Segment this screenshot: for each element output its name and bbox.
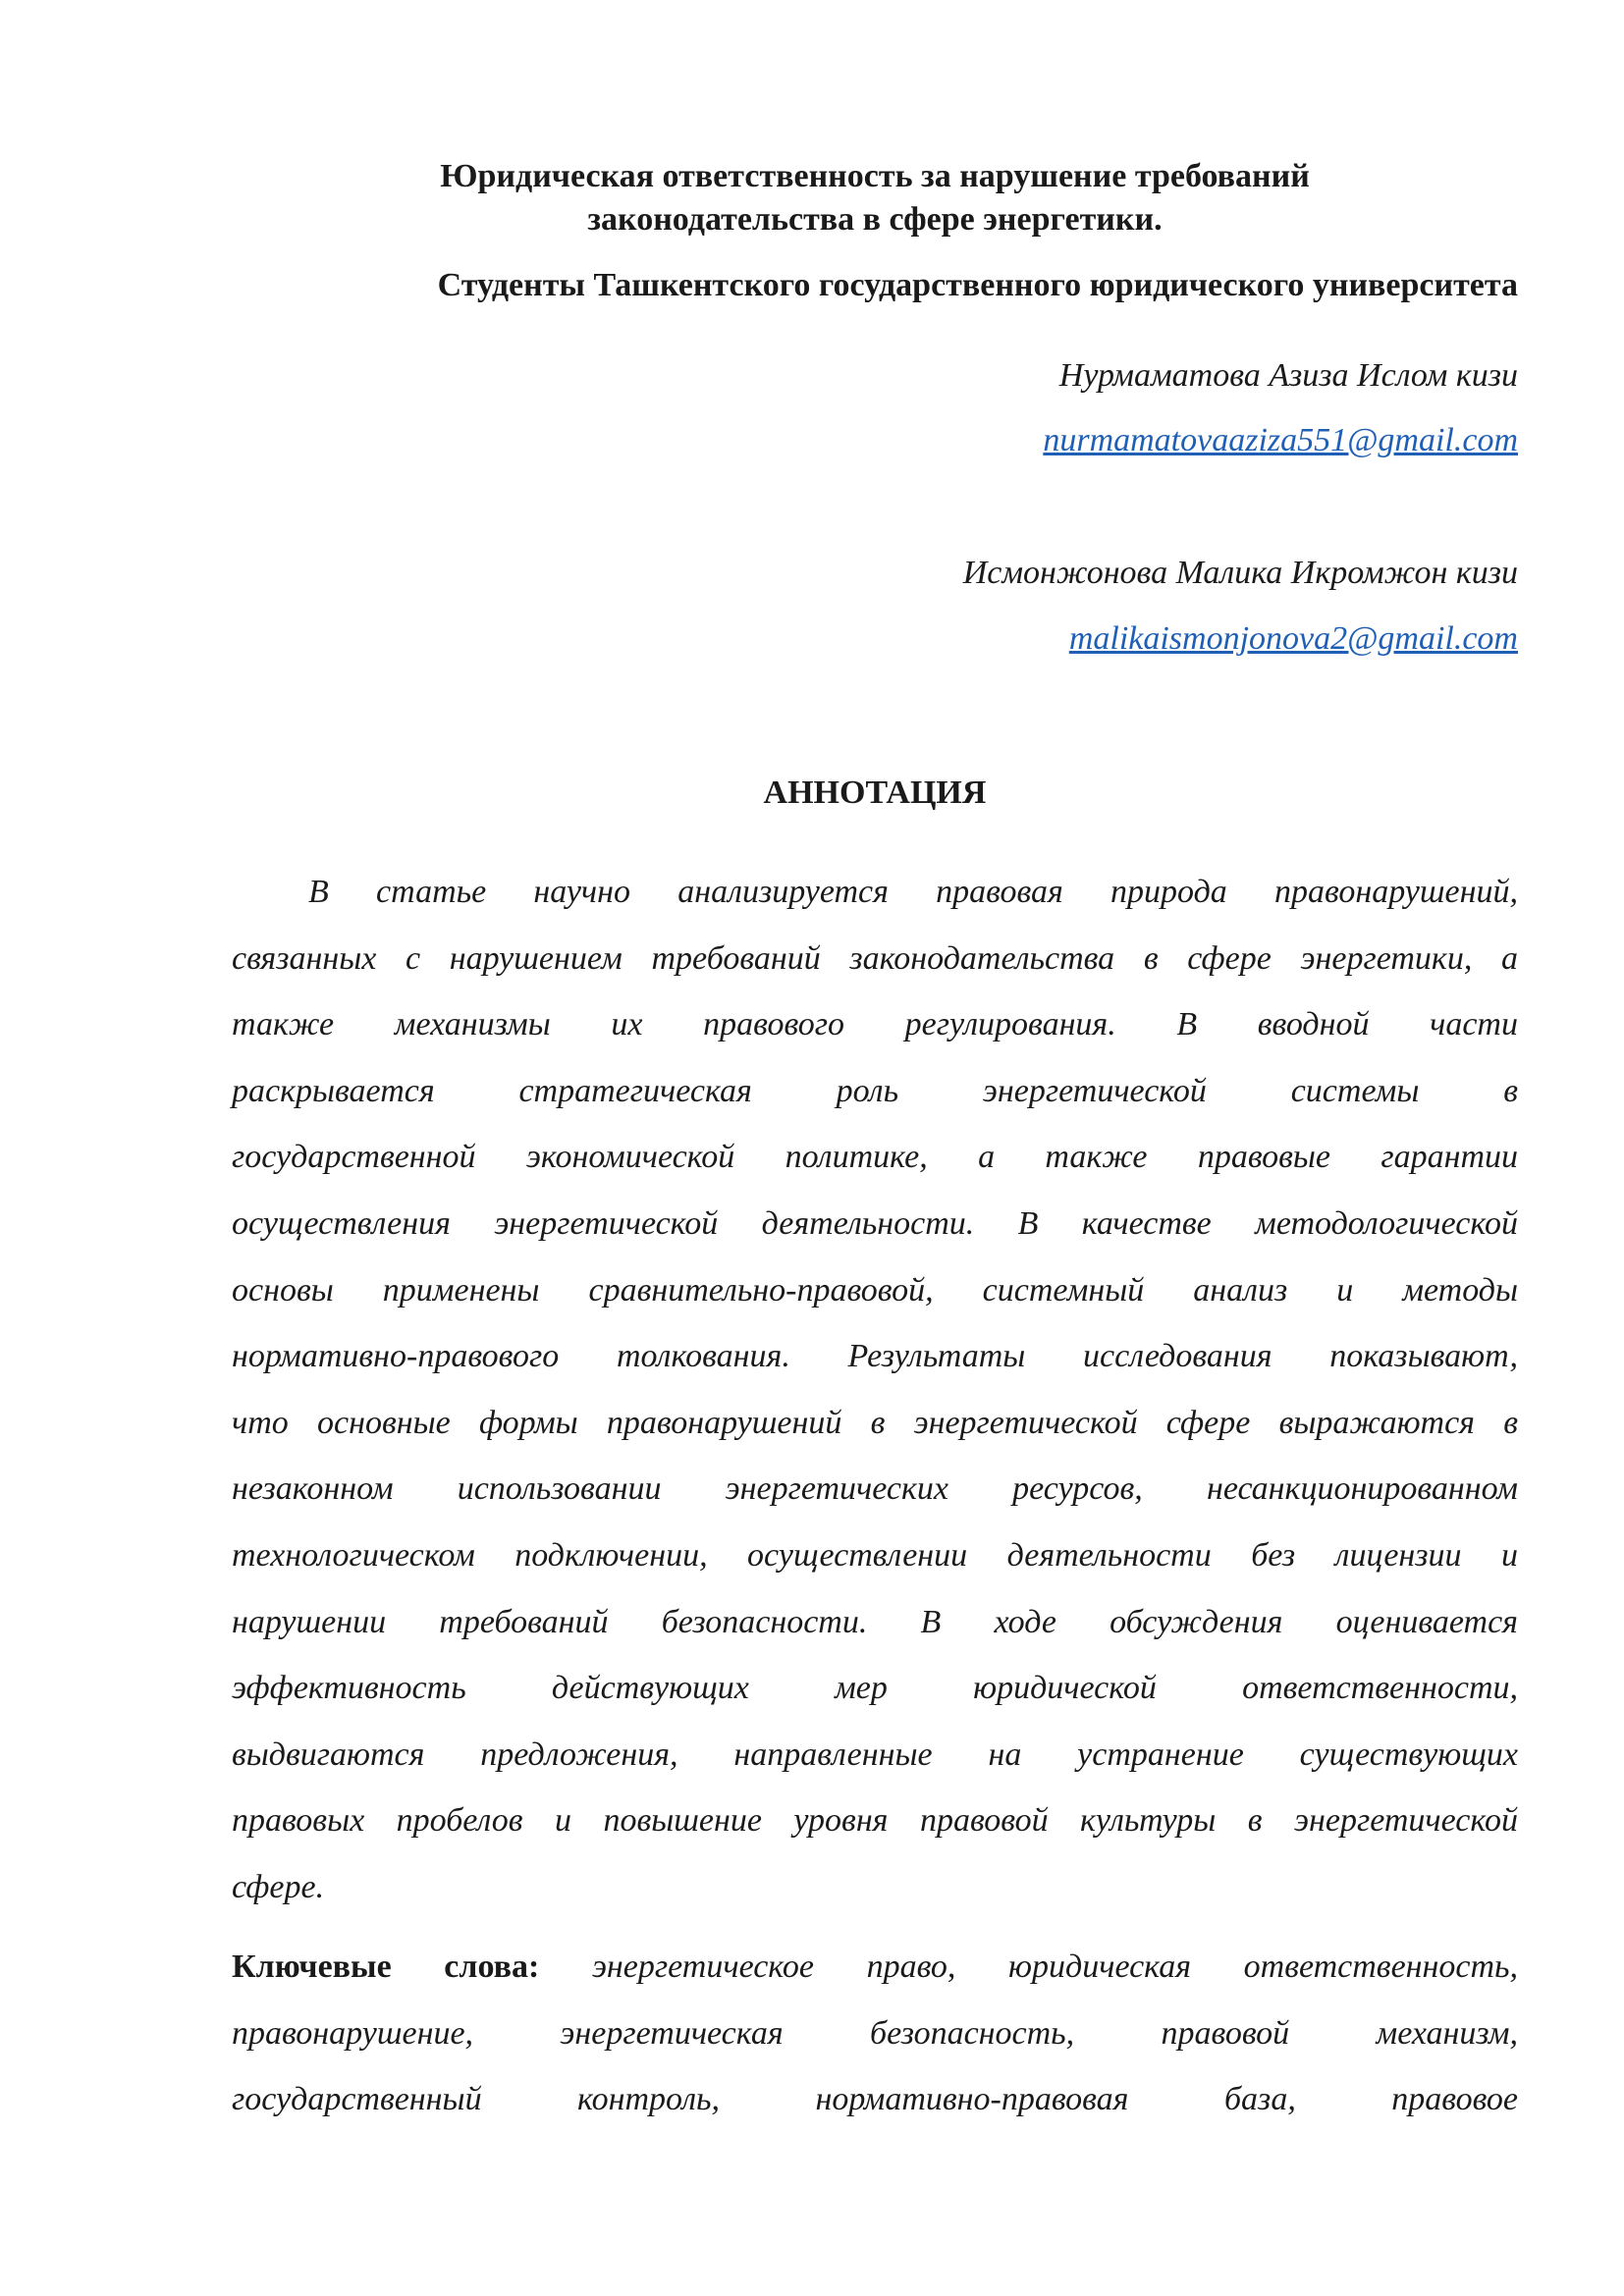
author-name-2: Исмонжонова Малика Икромжон кизи (962, 555, 1518, 591)
abstract-body (232, 859, 1518, 1921)
keywords-line-2: правонарушение, энергетическая безопасность, правовой механизм, (232, 2014, 1518, 2052)
abstract-line: связанных с нарушением требований законодательства в сфере энергетики, а (232, 939, 1518, 977)
author-affiliation: Студенты Ташкентского государственного юридического университета (437, 267, 1518, 303)
abstract-line: выдвигаются предложения, направленные на устранение существующих (232, 1735, 1518, 1773)
abstract-line: государственной экономической политике, а также правовые гарантии (232, 1139, 1518, 1176)
author-email-link-1[interactable]: nurmamatovaaziza551@gmail.com (1043, 422, 1518, 458)
abstract-line: что основные формы правонарушений в энергетической сфере выражаются в (232, 1404, 1518, 1441)
abstract-line: В статье научно анализируется правовая природа правонарушений, (308, 874, 1518, 910)
title-line-1: Юридическая ответственность за нарушение требований (440, 158, 1310, 194)
keywords-line-3: государственный контроль, нормативно-правовая база, правовое (232, 2081, 1518, 2118)
abstract-line: сфере. (232, 1868, 325, 1905)
author-name-1: Нурмаматова Азиза Ислом кизи (1058, 357, 1518, 394)
abstract-line: раскрывается стратегическая роль энергетической системы в (232, 1072, 1518, 1109)
keywords-line-1 (232, 1934, 1518, 2001)
abstract-heading: АННОТАЦИЯ (763, 774, 987, 811)
title-line-2: законодательства в сфере энергетики. (587, 201, 1163, 238)
keywords-section (232, 1934, 1518, 2133)
abstract-line: незаконном использовании энергетических ресурсов, несанкционированном (232, 1470, 1518, 1508)
keywords-label: Ключевые слова: (232, 1949, 540, 1985)
keywords-text-1: энергетическое право, юридическая ответственность, (591, 1949, 1519, 1985)
abstract-line: нарушении требований безопасности. В ходе обсуждения оценивается (232, 1603, 1518, 1640)
abstract-line: основы применены сравнительно-правовой, системный анализ и методы (232, 1271, 1518, 1308)
abstract-line: нормативно-правового толкования. Результаты исследования показывают, (232, 1338, 1518, 1375)
abstract-line: также механизмы их правового регулирования. В вводной части (232, 1006, 1518, 1043)
abstract-line: технологическом подключении, осуществлении деятельности без лицензии и (232, 1536, 1518, 1574)
abstract-line: эффективность действующих мер юридической ответственности, (232, 1670, 1518, 1707)
abstract-line: осуществления энергетической деятельности. В качестве методологической (232, 1204, 1518, 1242)
paper-title (232, 155, 1518, 241)
author-email-link-2[interactable]: malikaismonjonova2@gmail.com (1068, 620, 1518, 657)
abstract-line: правовых пробелов и повышение уровня правовой культуры в энергетической (232, 1802, 1518, 1840)
